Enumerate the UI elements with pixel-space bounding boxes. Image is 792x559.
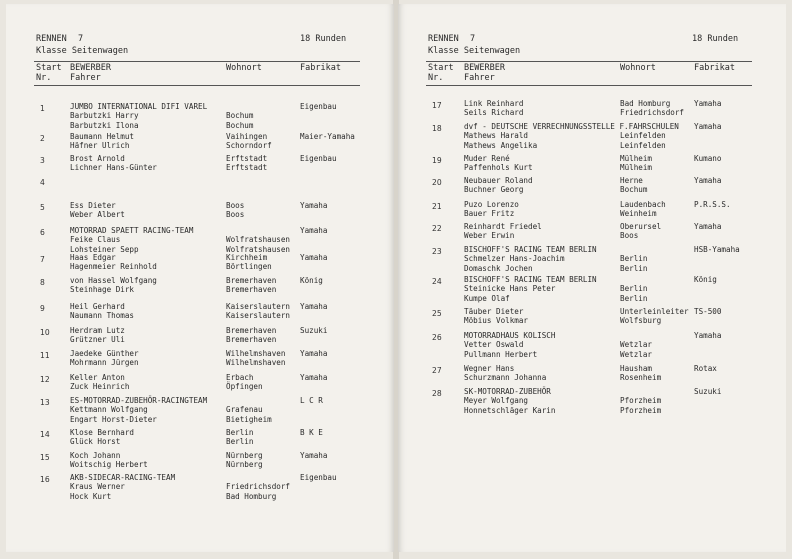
residence: Bremerhaven (226, 335, 277, 345)
entrant-names (70, 102, 207, 130)
entrant-names (70, 473, 175, 501)
make: Eigenbau (300, 473, 337, 482)
residence: Börtlingen (226, 262, 272, 272)
driver-name: Ess Dieter (70, 201, 116, 210)
race-number: 7 (78, 34, 84, 44)
residences (620, 222, 661, 241)
col-start-nr-header: Nr. (36, 73, 52, 83)
col-driver-header: Fahrer (464, 73, 495, 83)
start-number: 28 (432, 389, 442, 398)
driver-name: Steinhage Dirk (70, 285, 135, 295)
make: Kumano (694, 154, 722, 163)
driver-name: Reinhardt Friedel (464, 222, 542, 231)
entrant-names (464, 364, 546, 383)
residences (226, 154, 267, 173)
team-name: dvf - DEUTSCHE VERRECHNUNGSSTELLE F.FAHRSCHULEN (464, 122, 679, 131)
residence: Wetzlar (620, 349, 653, 359)
start-number: 18 (432, 124, 442, 133)
start-number: 5 (40, 203, 45, 212)
driver-name: Honnetschläger Karin (464, 405, 556, 415)
start-number: 26 (432, 333, 442, 342)
residence: Schorndorf (226, 141, 272, 151)
residences (226, 253, 272, 272)
driver-name: Puzo Lorenzo (464, 200, 519, 209)
header-rule-bottom (34, 85, 360, 86)
driver-name: Feike Claus (70, 235, 121, 245)
entrant-names (464, 154, 533, 173)
driver-name: Lichner Hans-Günter (70, 163, 157, 173)
make: Yamaha (300, 302, 328, 311)
residence: Berlin (620, 284, 648, 294)
entrant-names (70, 451, 148, 470)
residence (226, 102, 253, 111)
residence: Erbach (226, 373, 254, 382)
residences (226, 276, 276, 295)
driver-name: Barbutzki Ilona (70, 120, 139, 130)
residences (226, 132, 272, 151)
left-page (6, 4, 394, 552)
residence: Hausham (620, 364, 653, 373)
driver-name: von Hassel Wolfgang (70, 276, 157, 285)
make: Yamaha (300, 373, 328, 382)
driver-name: Meyer Wolfgang (464, 396, 529, 406)
col-make-header: Fabrikat (694, 63, 735, 73)
residence (226, 396, 272, 405)
residences (226, 102, 253, 130)
residences (226, 326, 276, 345)
residences (620, 364, 661, 383)
entrant-names (464, 222, 542, 241)
start-number: 17 (432, 101, 442, 110)
residence: Kaiserslautern (226, 311, 291, 321)
driver-name: Mathews Harald (464, 131, 529, 141)
residence: Oberursel (620, 222, 662, 231)
driver-name: Barbutzki Harry (70, 111, 139, 121)
start-number: 22 (432, 224, 442, 233)
driver-name: Seils Richard (464, 108, 524, 118)
residence: Mülheim (620, 163, 653, 173)
residence: Pforzheim (620, 396, 662, 406)
start-number: 27 (432, 366, 442, 375)
entrant-names (70, 326, 125, 345)
driver-name: Bauer Fritz (464, 209, 515, 219)
start-number: 6 (40, 228, 45, 237)
residence: Bochum (226, 120, 254, 130)
laps-count: 18 Runden (692, 34, 739, 44)
residences (226, 373, 263, 392)
make: Yamaha (300, 253, 328, 262)
driver-name: Möbius Volkmar (464, 316, 529, 326)
make: Suzuki (300, 326, 328, 335)
driver-name: Engart Horst-Dieter (70, 414, 157, 424)
make: Yamaha (300, 226, 328, 235)
driver-name: Keller Anton (70, 373, 125, 382)
residences (226, 396, 272, 424)
residence: Erftstadt (226, 163, 268, 173)
residence: Grafenau (226, 405, 263, 415)
residence (620, 122, 666, 131)
driver-name: Paffenhols Kurt (464, 163, 533, 173)
driver-name: Woitschig Herbert (70, 460, 148, 470)
driver-name: Schurzmann Johanna (464, 373, 547, 383)
col-start-nr-header: Nr. (428, 73, 444, 83)
residence: Bremerhaven (226, 285, 277, 295)
residences (620, 200, 666, 219)
residence: Rosenheim (620, 373, 662, 383)
entrant-names (464, 99, 523, 118)
residences (620, 176, 647, 195)
entrant-names (464, 331, 555, 359)
driver-name: Vetter Oswald (464, 340, 524, 350)
make: Yamaha (300, 451, 328, 460)
driver-name: Weber Albert (70, 210, 125, 220)
residence: Wolfsburg (620, 316, 662, 326)
col-residence-header: Wohnort (620, 63, 656, 73)
make: L C R (300, 396, 323, 405)
entrant-names (70, 428, 134, 447)
start-number: 7 (40, 255, 45, 264)
residence: Pforzheim (620, 405, 662, 415)
start-number: 12 (40, 375, 50, 384)
right-page (398, 4, 786, 552)
make: TS-500 (694, 307, 722, 316)
residence: Berlin (226, 437, 254, 447)
residence (226, 473, 290, 482)
start-number: 19 (432, 156, 442, 165)
entrant-names (70, 226, 193, 254)
driver-name: Pullmann Herbert (464, 349, 538, 359)
entrant-names (464, 176, 533, 195)
residence: Bochum (620, 185, 648, 195)
header-rule-top (426, 61, 752, 62)
driver-name: Steinicke Hans Peter (464, 284, 556, 294)
residence: Leinfelden (620, 131, 666, 141)
make: Yamaha (694, 331, 722, 340)
make: Yamaha (300, 201, 328, 210)
entrant-names (70, 201, 125, 220)
residence: Öpfingen (226, 382, 263, 392)
make: Eigenbau (300, 154, 337, 163)
header-rule-top (34, 61, 360, 62)
start-number: 21 (432, 202, 442, 211)
make: Yamaha (694, 222, 722, 231)
start-number: 9 (40, 304, 45, 313)
residence (226, 226, 290, 235)
residence: Unterleinleiter (620, 307, 689, 316)
team-name: JUMBO INTERNATIONAL DIFI VAREL (70, 102, 208, 111)
residences (620, 245, 647, 273)
make: Eigenbau (300, 102, 337, 111)
make: Yamaha (694, 122, 722, 131)
driver-name: Neubauer Roland (464, 176, 533, 185)
start-number: 8 (40, 278, 45, 287)
entrant-names (70, 132, 134, 151)
residence: Berlin (620, 254, 648, 264)
col-residence-header: Wohnort (226, 63, 262, 73)
driver-name: Koch Johann (70, 451, 121, 460)
driver-name: Muder René (464, 154, 510, 163)
residence: Kirchheim (226, 253, 268, 262)
class-label: Klasse Seitenwagen (36, 46, 129, 56)
entrant-names (464, 387, 555, 415)
start-number: 16 (40, 475, 50, 484)
residence: Wolfratshausen (226, 235, 291, 245)
entrant-names (70, 276, 157, 295)
make: Yamaha (694, 176, 722, 185)
race-number: 7 (470, 34, 476, 44)
residence: Boos (620, 231, 639, 241)
entrant-names (70, 396, 207, 424)
residences (226, 226, 290, 254)
residences (620, 331, 652, 359)
col-entrant-header: BEWERBER (70, 63, 111, 73)
team-name: MOTORRADHAUS KOLISCH (464, 331, 556, 340)
entrant-names (70, 302, 134, 321)
col-make-header: Fabrikat (300, 63, 341, 73)
entrant-names (70, 154, 157, 173)
residence: Wetzlar (620, 340, 653, 350)
make: Yamaha (694, 99, 722, 108)
residence: Berlin (620, 293, 648, 303)
residence: Bad Homburg (226, 491, 277, 501)
start-number: 13 (40, 398, 50, 407)
start-number: 10 (40, 328, 50, 337)
driver-name: Wegner Hans (464, 364, 515, 373)
driver-name: Kumpe Olaf (464, 293, 510, 303)
residence (620, 331, 652, 340)
residences (226, 201, 244, 220)
make: Maier-Yamaha (300, 132, 355, 141)
residence: Bremerhaven (226, 326, 277, 335)
driver-name: Grützner Uli (70, 335, 125, 345)
residence: Kaiserslautern (226, 302, 291, 311)
residence (620, 245, 647, 254)
residence: Friedrichsdorf (226, 482, 291, 492)
residence: Herne (620, 176, 643, 185)
entrant-names (70, 349, 139, 368)
residences (226, 473, 290, 501)
start-number: 11 (40, 351, 50, 360)
residence: Bochum (226, 111, 254, 121)
driver-name: Glück Horst (70, 437, 121, 447)
residences (226, 451, 263, 470)
driver-name: Naumann Thomas (70, 311, 135, 321)
header-rule-bottom (426, 85, 752, 86)
residences (226, 349, 285, 368)
race-label: RENNEN (36, 34, 67, 44)
residence: Bad Homburg (620, 99, 671, 108)
residence: Nürnberg (226, 451, 263, 460)
start-number: 23 (432, 247, 442, 256)
residences (620, 154, 652, 173)
entrant-names (464, 245, 597, 273)
driver-name: Zuck Heinrich (70, 382, 130, 392)
driver-name: Domaschk Jochen (464, 263, 533, 273)
start-number: 24 (432, 277, 442, 286)
driver-name: Hagenmeier Reinhold (70, 262, 157, 272)
start-number: 25 (432, 309, 442, 318)
entrant-names (70, 253, 157, 272)
make: König (694, 275, 717, 284)
driver-name: Schmelzer Hans-Joachim (464, 254, 565, 264)
residence: Weinheim (620, 209, 657, 219)
team-name: BISCHOFF'S RACING TEAM BERLIN (464, 275, 597, 284)
residence: Laudenbach (620, 200, 666, 209)
team-name: ES-MOTORRAD-ZUBEHÖR-RACINGTEAM (70, 396, 208, 405)
residence: Wilhelmshaven (226, 349, 286, 358)
driver-name: Häfner Ulrich (70, 141, 130, 151)
residences (620, 122, 666, 150)
entrant-names (464, 275, 597, 303)
residence: Mülheim (620, 154, 653, 163)
residence: Erftstadt (226, 154, 268, 163)
make: B K E (300, 428, 323, 437)
make: Suzuki (694, 387, 722, 396)
make: Rotax (694, 364, 717, 373)
driver-name: Hock Kurt (70, 491, 112, 501)
driver-name: Haas Edgar (70, 253, 116, 262)
driver-name: Heil Gerhard (70, 302, 125, 311)
driver-name: Baumann Helmut (70, 132, 135, 141)
residence: Bremerhaven (226, 276, 277, 285)
start-number: 4 (40, 178, 45, 187)
residence: Berlin (620, 263, 648, 273)
driver-name: Weber Erwin (464, 231, 515, 241)
make: König (300, 276, 323, 285)
class-label: Klasse Seitenwagen (428, 46, 521, 56)
start-number: 1 (40, 104, 45, 113)
entrant-names (464, 200, 519, 219)
residence: Nürnberg (226, 460, 263, 470)
driver-name: Täuber Dieter (464, 307, 524, 316)
start-number: 20 (432, 178, 442, 187)
residence: Berlin (226, 428, 254, 437)
residences (620, 387, 661, 415)
residence (620, 387, 661, 396)
team-name: BISCHOFF'S RACING TEAM BERLIN (464, 245, 597, 254)
driver-name: Buchner Georg (464, 185, 524, 195)
residences (620, 307, 689, 326)
entrant-names (70, 373, 129, 392)
start-number: 15 (40, 453, 50, 462)
residences (620, 99, 684, 118)
driver-name: Klose Bernhard (70, 428, 135, 437)
team-name: AKB-SIDECAR-RACING-TEAM (70, 473, 176, 482)
driver-name: Kraus Werner (70, 482, 125, 492)
laps-count: 18 Runden (300, 34, 347, 44)
residence: Bietigheim (226, 414, 272, 424)
driver-name: Mohrmann Jürgen (70, 358, 139, 368)
residence (620, 275, 647, 284)
driver-name: Jaedeke Günther (70, 349, 139, 358)
residence: Leinfelden (620, 140, 666, 150)
team-name: SK-MOTORRAD-ZUBEHÖR (464, 387, 551, 396)
residences (620, 275, 647, 303)
make: P.R.S.S. (694, 200, 731, 209)
make: Yamaha (300, 349, 328, 358)
start-number: 14 (40, 430, 50, 439)
residence: Vaihingen (226, 132, 268, 141)
col-start-header: Start (428, 63, 454, 73)
residence: Boos (226, 201, 245, 210)
residences (226, 428, 253, 447)
driver-name: Mathews Angelika (464, 140, 538, 150)
entrant-names (464, 307, 528, 326)
residence: Wilhelmshaven (226, 358, 286, 368)
driver-name: Herdram Lutz (70, 326, 125, 335)
col-start-header: Start (36, 63, 62, 73)
col-driver-header: Fahrer (70, 73, 101, 83)
residence: Friedrichsdorf (620, 108, 685, 118)
residence: Wolfratshausen (226, 244, 291, 254)
team-name: MOTORRAD SPAETT RACING-TEAM (70, 226, 194, 235)
start-number: 2 (40, 134, 45, 143)
driver-name: Brost Arnold (70, 154, 125, 163)
driver-name: Link Reinhard (464, 99, 524, 108)
residence: Boos (226, 210, 245, 220)
residences (226, 302, 290, 321)
make: HSB-Yamaha (694, 245, 740, 254)
race-label: RENNEN (428, 34, 459, 44)
driver-name: Lohsteiner Sepp (70, 244, 139, 254)
driver-name: Kettmann Wolfgang (70, 405, 148, 415)
start-number: 3 (40, 156, 45, 165)
col-entrant-header: BEWERBER (464, 63, 505, 73)
